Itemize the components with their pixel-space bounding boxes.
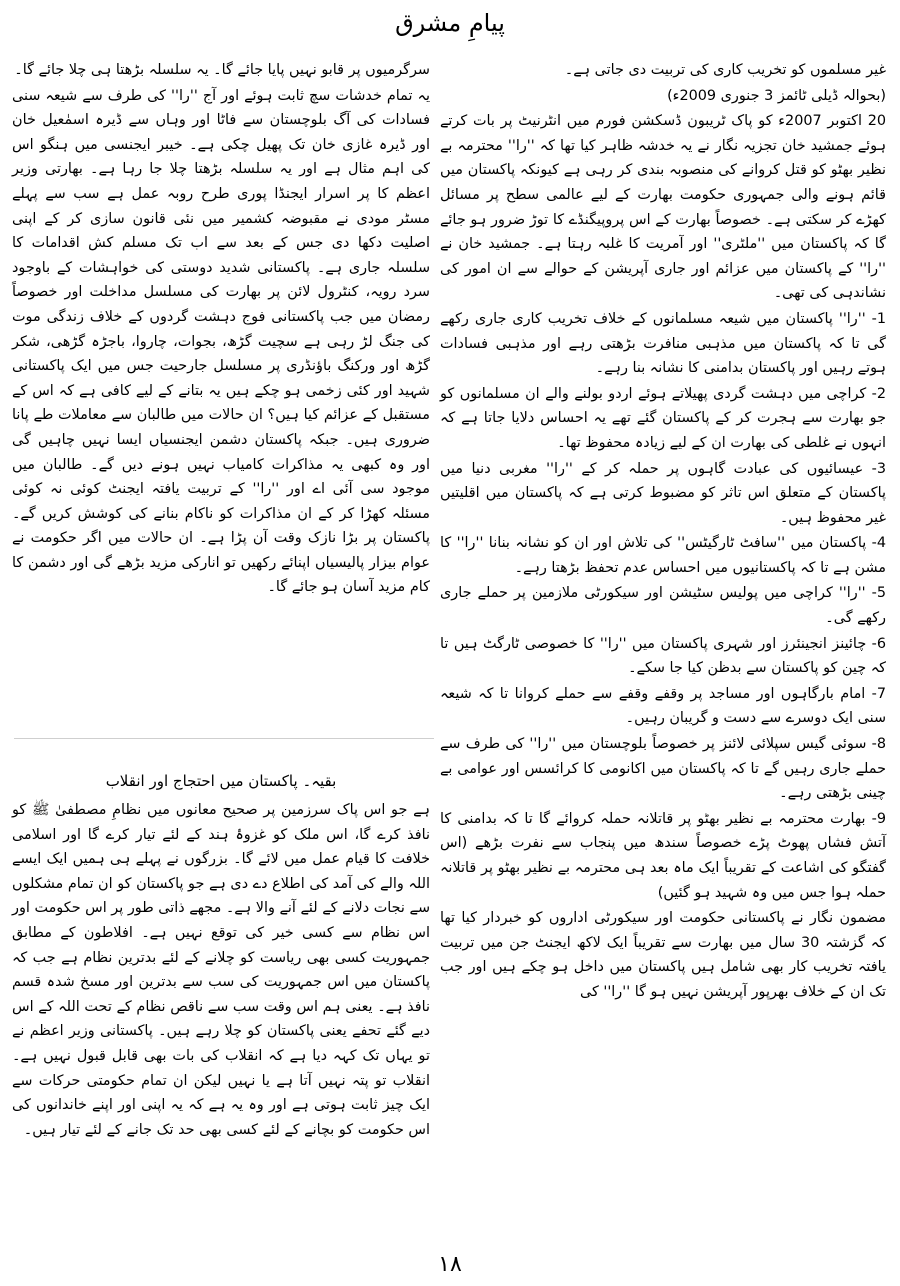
list-item: 8- سوئی گیس سپلائی لائنز پر خصوصاً بلوچستان میں ''را'' کی طرف سے حملے جاری رہیں گے تا کہ پاکستان میں اکانومی کا کرائسس اور عوامی بے چینی بڑھتی رہے۔ bbox=[440, 736, 886, 802]
paragraph: یہ تمام خدشات سچ ثابت ہوئے اور آج ''را'' کی طرف سے شیعہ سنی فسادات کی آگ بلوچستان سے فاٹا اور وہاں سے ڈیرہ اسمٰعیل خان اور ڈیرہ غازی خان تک پھیل چکی ہے۔ خیبر ایجنسی میں ہنگو اس کی اہم مثال ہے اور یہ سلسلہ بڑھتا چلا جا رہا ہے۔ بھارتی وزیر اعظم کا پر اسرار ایجنڈا پوری طرح روبہ عمل ہے سب سے پہلے مسٹر مودی نے مقبوضہ کشمیر میں نئی قانون سازی کر کے اپنی اصلیت دکھا دی جس کے بعد سے اب تک مسلم کش اقدامات کا سلسلہ جاری ہے۔ پاکستانی شدید دوستی کی خواہشات کے باوجود سرد رویہ، کنٹرول لائن پر بھارت کی مسلسل مداخلت اور خصوصاً رمضان میں جب پاکستانی فوج دہشت گردوں کے خلاف زندگی موت کی جنگ لڑ رہی ہے سچیت گڑھ، بجوات، چاروا، باجڑہ گڑھی، شکر گڑھ اور ورکنگ باؤنڈری پر مسلسل جارحیت جس میں ایک پاکستانی شہید اور کئی زخمی ہو چکے ہیں یہ بتانے کے لیے کافی ہے کہ اس کے مستقبل کے عزائم کیا ہیں؟ ان حالات میں طالبان سے معاملات طے پانا ضروری ہیں۔ جبکہ پاکستان دشمن ایجنسیاں ایسا نہیں چاہیں گی اور وہ کبھی یہ مذاکرات کامیاب نہیں ہونے دیں گے۔ طالبان میں موجود سی آئی اے اور ''را'' کے تربیت یافتہ ایجنٹ کوئی نہ کوئی مسئلہ کھڑا کر کے ان مذاکرات کو ناکام بنانے کی کوشش کریں گے۔ پاکستان پر بڑا نازک وقت آن پڑا ہے۔ ان حالات میں اگر حکومت نے عوام بیزار پالیسیاں اپنائے رکھیں تو انارکی مزید بڑھے گی اور دشمن کا کام مزید آسان ہو جائے گا۔ bbox=[12, 87, 430, 596]
list-item: 5- ''را'' کراچی میں پولیس سٹیشن اور سیکورٹی ملازمین پر حملے جاری رکھے گی۔ bbox=[440, 585, 886, 627]
paragraph: ہے جو اس پاک سرزمین پر صحیح معانوں میں نظامِ مصطفیٰ ﷺ کو نافذ کرے گا، اس ملک کو غزوۂ ہند کے لئے تیار کرے گا اور اسلامی خلافت کا قیام عمل میں لائے گا۔ بزرگوں نے پہلے ہی ہمیں ایک ایسے اللہ والے کی آمد کی اطلاع دے دی ہے جو پاکستان کو ان تمام مشکلوں سے نجات دلانے کے لئے آنے والا ہے۔ مجھے ذاتی طور پر اس حکومت اور اس نظام سے کسی خیر کی توقع نہیں ہے۔ افلاطون کے مطابق جمہوریت کسی بھی ریاست کو چلانے کے لئے بدترین نظام ہے جب کہ پاکستان میں اس جمہوریت کی سب سے بدترین اور مسخ شدہ قسم نافذ ہے۔ یعنی ہم اس وقت سب سے ناقص نظام کے تحت اللہ کے اس دیے گئے تحفے یعنی پاکستان کو چلا رہے ہیں۔ پاکستانی وزیر اعظم نے تو یہاں تک کہہ دیا ہے کہ انقلاب کی بات بھی قابل قبول نہیں ہے۔ انقلاب تو پتہ نہیں آتا ہے یا نہیں لیکن ان تمام حکومتی حرکات سے ایک چیز ثابت ہوتی ہے اور وہ یہ ہے کہ یہ اپنی اور اپنے خاندانوں کی اس حکومت کو بچانے کے لئے کسی بھی حد تک جانے کے لئے تیار ہیں۔ bbox=[12, 802, 430, 1138]
list-item: 9- بھارت محترمہ بے نظیر بھٹو پر قاتلانہ حملہ کروائے گا تا کہ بدامنی کا آتش فشاں پھوٹ پڑے خصوصاً سندھ میں پنجاب سے نفرت بڑھے (اس گفتگو کی اشاعت کے تقریباً ایک ماہ بعد ہی محترمہ بے نظیر بھٹو پر قاتلانہ حملہ ہوا جس میں وہ شہید ہو گئیں) bbox=[440, 810, 886, 901]
list-item: 3- عیسائیوں کی عبادت گاہوں پر حملہ کر کے ''را'' مغربی دنیا میں پاکستان کے متعلق اس تاثر کو مضبوط کرتی ہے کہ پاکستان میں اقلیتیں غیر محفوظ ہیں۔ bbox=[440, 460, 886, 526]
list-item: 6- چائینز انجینئرز اور شہری پاکستان میں ''را'' کا خصوصی ٹارگٹ ہیں تا کہ چین کو پاکستان سے بدظن کیا جا سکے۔ bbox=[440, 635, 886, 677]
paragraph: مضمون نگار نے پاکستانی حکومت اور سیکورٹی اداروں کو خبردار کیا تھا کہ گزشتہ 30 سال میں بھارت سے تقریباً ایک لاکھ ایجنٹ جن میں تربیت یافتہ تخریب کار بھی شامل ہیں پاکستان میں داخل ہو چکے ہیں اور جب تک ان کے خلاف بھرپور آپریشن نہیں ہو گا ''را'' کی bbox=[440, 910, 886, 1000]
list-item: 1- ''را'' پاکستان میں شیعہ مسلمانوں کے خلاف تخریب کاری جاری رکھے گی تا کہ پاکستان میں مذہبی منافرت بڑھتی رہے اور مذہبی فسادات ہوتے رہیں اور پاکستان بدامنی کا نشانہ بنا رہے۔ bbox=[440, 310, 886, 377]
page-number: ۱۸ bbox=[438, 1252, 462, 1277]
page-title: پیامِ مشرق bbox=[395, 9, 505, 37]
paragraph: سرگرمیوں پر قابو نہیں پایا جائے گا۔ یہ سلسلہ بڑھتا ہی چلا جائے گا۔ bbox=[14, 62, 430, 78]
paragraph: غیر مسلموں کو تخریب کاری کی تربیت دی جاتی ہے۔ bbox=[564, 62, 886, 78]
left-column-top bbox=[12, 58, 430, 601]
section-heading: بقیہ۔ پاکستان میں احتجاج اور انقلاب bbox=[105, 772, 337, 790]
paragraph: 20 اکتوبر 2007ء کو پاک ٹریبون ڈسکشن فورم میں انٹرنیٹ پر بات کرتے ہوئے جمشید خان تجزیہ نگار نے یہ خدشہ ظاہر کیا تھا کہ ''را'' محترمہ بے نظیر بھٹو کو قتل کروانے کی منصوبہ بندی کر رہی ہے کیونکہ پاکستان میں قائم ہونے والی جمہوری حکومت بھارت کے لیے عالمی سطح پر مسائل کھڑے کر سکتی ہے۔ خصوصاً بھارت کے اس پروپیگنڈے کا توڑ ضرور ہو جائے گا کہ پاکستان میں ''ملٹری'' اور آمریت کا غلبہ رہتا ہے۔ جمشید خان نے ''را'' کے پاکستان میں عزائم اور جاری آپریشن کے حوالے سے ان امور کی نشاندہی کی تھی۔ bbox=[440, 113, 886, 302]
list-item: 2- کراچی میں دہشت گردی پھیلاتے ہوئے اردو بولنے والے ان مسلمانوں کو جو بھارت سے ہجرت کر کے پاکستان گئے تھے یہ احساس دلایا جاتا ہے کہ انہوں نے غلطی کی بھارت ان کے لیے زیادہ محفوظ تھا۔ bbox=[440, 385, 886, 451]
right-column bbox=[440, 58, 886, 1006]
list-item: 4- پاکستان میں ''سافٹ ٹارگیٹس'' کی تلاش اور ان کو نشانہ بنانا ''را'' کا مشن ہے تا کہ پاکستانیوں میں احساس عدم تحفظ بڑھتا رہے۔ bbox=[440, 535, 886, 576]
list-item: 7- امام بارگاہوں اور مساجد پر وقفے وقفے سے حملے کروانا تا کہ شیعہ سنی ایک دوسرے سے دست و گریبان رہیں۔ bbox=[440, 685, 886, 727]
left-column-bottom bbox=[12, 768, 430, 1143]
section-divider bbox=[14, 738, 434, 739]
paragraph: (بحوالہ ڈیلی ٹائمز 3 جنوری 2009ء) bbox=[667, 87, 886, 104]
